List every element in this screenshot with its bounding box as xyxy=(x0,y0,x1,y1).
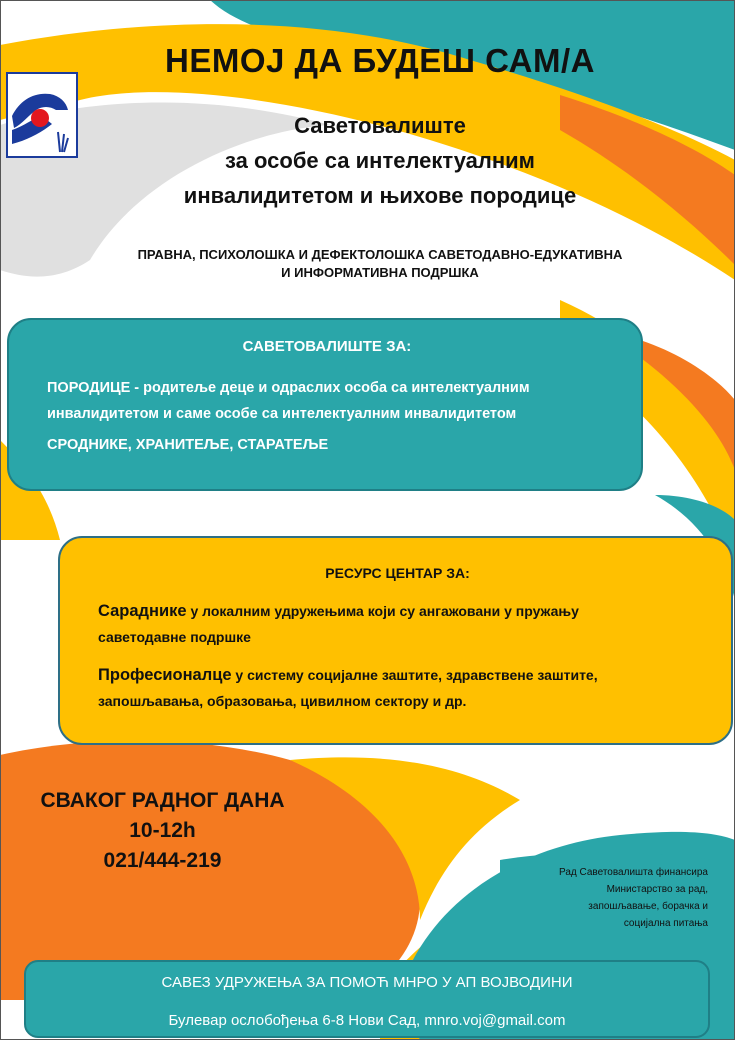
schedule-days: СВАКОГ РАДНОГ ДАНА xyxy=(40,789,285,812)
support-description xyxy=(80,246,680,282)
poster-title: НЕМОЈ ДА БУДЕШ САМ/А xyxy=(165,42,595,79)
subtitle-line-1: Саветовалиште xyxy=(294,113,466,138)
footer-box xyxy=(24,960,710,1038)
resource-center-box xyxy=(58,536,733,745)
organization-logo xyxy=(6,72,78,158)
subtitle xyxy=(130,108,630,213)
contact-phone[interactable]: 021/444-219 xyxy=(103,849,222,872)
funding-line-3: запошљавање, борачка и xyxy=(588,901,708,912)
counseling-heading: САВЕТОВАЛИШТЕ ЗА: xyxy=(242,338,412,355)
funding-line-4: социјална питања xyxy=(623,918,708,929)
footer-organization: САВЕЗ УДРУЖЕЊА ЗА ПОМОЋ МНРО У АП ВОЈВОДИНИ xyxy=(161,974,573,991)
families-line-2: инвалидитетом и саме особе са интелектуалним инвалидитетом xyxy=(47,406,517,422)
support-line-2: И ИНФОРМАТИВНА ПОДРШКА xyxy=(281,265,479,280)
counseling-families xyxy=(47,375,637,427)
counseling-box xyxy=(7,318,643,491)
associates-text-2: саветодавне подршке xyxy=(98,629,251,645)
funding-line-1: Рад Саветовалишта финансира xyxy=(558,867,708,878)
associates-lead: Сараднике xyxy=(98,602,187,620)
professionals-item xyxy=(98,662,718,714)
professionals-lead: Професионалце xyxy=(98,666,232,684)
associates-item xyxy=(98,598,718,650)
subtitle-line-2: за особе са интелектуалним xyxy=(225,148,535,173)
professionals-text-2: запошљавања, образовања, цивилном сектору и др. xyxy=(98,693,467,709)
footer-address[interactable]: Булевар ослобођења 6-8 Нови Сад, mnro.voj@gmail.com xyxy=(168,1012,566,1029)
hand-heart-icon xyxy=(6,72,78,158)
schedule-info xyxy=(10,786,315,876)
funding-line-2: Министарство за рад, xyxy=(606,884,708,895)
families-line-1: ПОРОДИЦЕ - родитеље деце и одраслих особа са интелектуалним xyxy=(47,380,530,396)
subtitle-line-3: инвалидитетом и њихове породице xyxy=(183,183,577,208)
professionals-text-1: у систему социјалне заштите, здравствене заштите, xyxy=(231,667,598,683)
schedule-hours: 10-12h xyxy=(129,819,196,842)
counseling-relatives: СРОДНИКЕ, ХРАНИТЕЉЕ, СТАРАТЕЉЕ xyxy=(47,437,329,453)
funding-note xyxy=(500,864,708,932)
resource-center-heading: РЕСУРС ЦЕНТАР ЗА: xyxy=(325,565,470,581)
support-line-1: ПРАВНА, ПСИХОЛОШКА И ДЕФЕКТОЛОШКА САВЕТОДАВНО-ЕДУКАТИВНА xyxy=(137,247,623,262)
associates-text-1: у локалним удружењима који су ангажовани у пружању xyxy=(186,603,579,619)
